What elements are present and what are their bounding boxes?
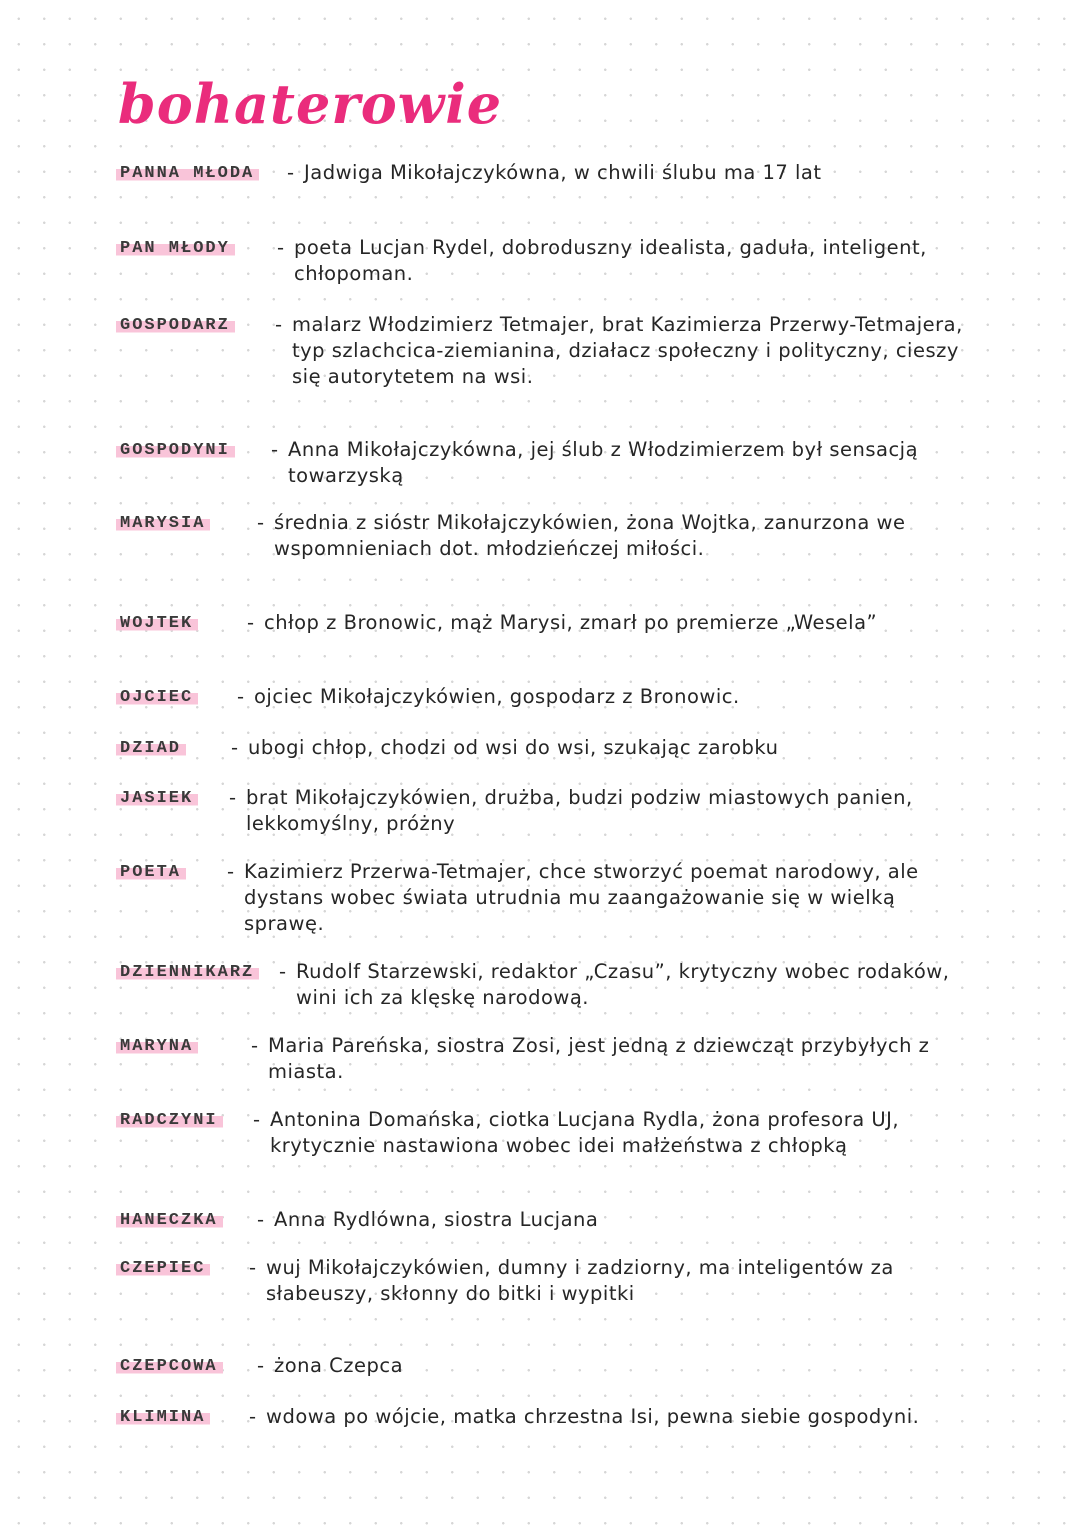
character-label: CZEPCOWA: [116, 1356, 223, 1376]
character-label: KLIMINA: [116, 1407, 210, 1427]
character-label: PAN MŁODY: [116, 238, 235, 258]
character-description: - Antonina Domańska, ciotka Lucjana Rydla, żona profesora UJ, krytycznie nastawiona wobec idei małżeństwa z chłopką: [270, 1107, 968, 1159]
character-label: OJCIEC: [116, 687, 198, 707]
character-description: - wuj Mikołajczykówien, dumny i zadziorny, ma inteligentów za słabeuszy, skłonny do bitki i wypitki: [266, 1255, 968, 1307]
character-description: - Rudolf Starzewski, redaktor „Czasu”, krytyczny wobec rodaków, wini ich za klęskę narodową.: [296, 959, 968, 1011]
character-label: HANECZKA: [116, 1210, 223, 1230]
character-label: MARYNA: [116, 1036, 198, 1056]
character-description: - ojciec Mikołajczykówien, gospodarz z Bronowic.: [254, 684, 968, 710]
character-description: - brat Mikołajczykówien, drużba, budzi podziw miastowych panien, lekkomyślny, próżny: [246, 785, 968, 837]
character-description: - ubogi chłop, chodzi od wsi do wsi, szukając zarobku: [248, 735, 968, 761]
character-description: - Jadwiga Mikołajczykówna, w chwili ślubu ma 17 lat: [304, 160, 968, 186]
character-label: MARYSIA: [116, 513, 210, 533]
character-label: DZIAD: [116, 738, 186, 758]
character-description: - poeta Lucjan Rydel, dobroduszny idealista, gaduła, inteligent, chłopoman.: [294, 235, 968, 287]
character-label: DZIENNIKARZ: [116, 962, 259, 982]
character-description: - malarz Włodzimierz Tetmajer, brat Kazimierza Przerwy-Tetmajera, typ szlachcica-ziemianina, działacz społeczny i polityczny, cieszy się autorytetem na wsi.: [292, 312, 968, 390]
character-label: JASIEK: [116, 788, 198, 808]
character-description: - Anna Mikołajczykówna, jej ślub z Włodzimierzem był sensacją towarzyską: [288, 437, 968, 489]
character-label: CZEPIEC: [116, 1258, 210, 1278]
character-label: GOSPODARZ: [116, 315, 235, 335]
character-description: - Kazimierz Przerwa-Tetmajer, chce stworzyć poemat narodowy, ale dystans wobec świata utrudnia mu zaangażowanie się w wielką sprawę.: [244, 859, 968, 937]
character-description: - średnia z sióstr Mikołajczykówien, żona Wojtka, zanurzona we wspomnieniach dot. młodzieńczej miłości.: [274, 510, 968, 562]
character-description: - Maria Pareńska, siostra Zosi, jest jedną z dziewcząt przybyłych z miasta.: [268, 1033, 968, 1085]
character-description: - Anna Rydlówna, siostra Lucjana: [274, 1207, 968, 1233]
character-label: POETA: [116, 862, 186, 882]
character-label: PANNA MŁODA: [116, 163, 259, 183]
character-label: GOSPODYNI: [116, 440, 235, 460]
character-label: WOJTEK: [116, 613, 198, 633]
character-description: - wdowa po wójcie, matka chrzestna Isi, pewna siebie gospodyni.: [266, 1404, 968, 1430]
character-description: - żona Czepca: [274, 1353, 968, 1379]
page-title: bohaterowie: [118, 72, 503, 136]
character-label: RADCZYNI: [116, 1110, 223, 1130]
character-description: - chłop z Bronowic, mąż Marysi, zmarł po premierze „Wesela”: [264, 610, 968, 636]
